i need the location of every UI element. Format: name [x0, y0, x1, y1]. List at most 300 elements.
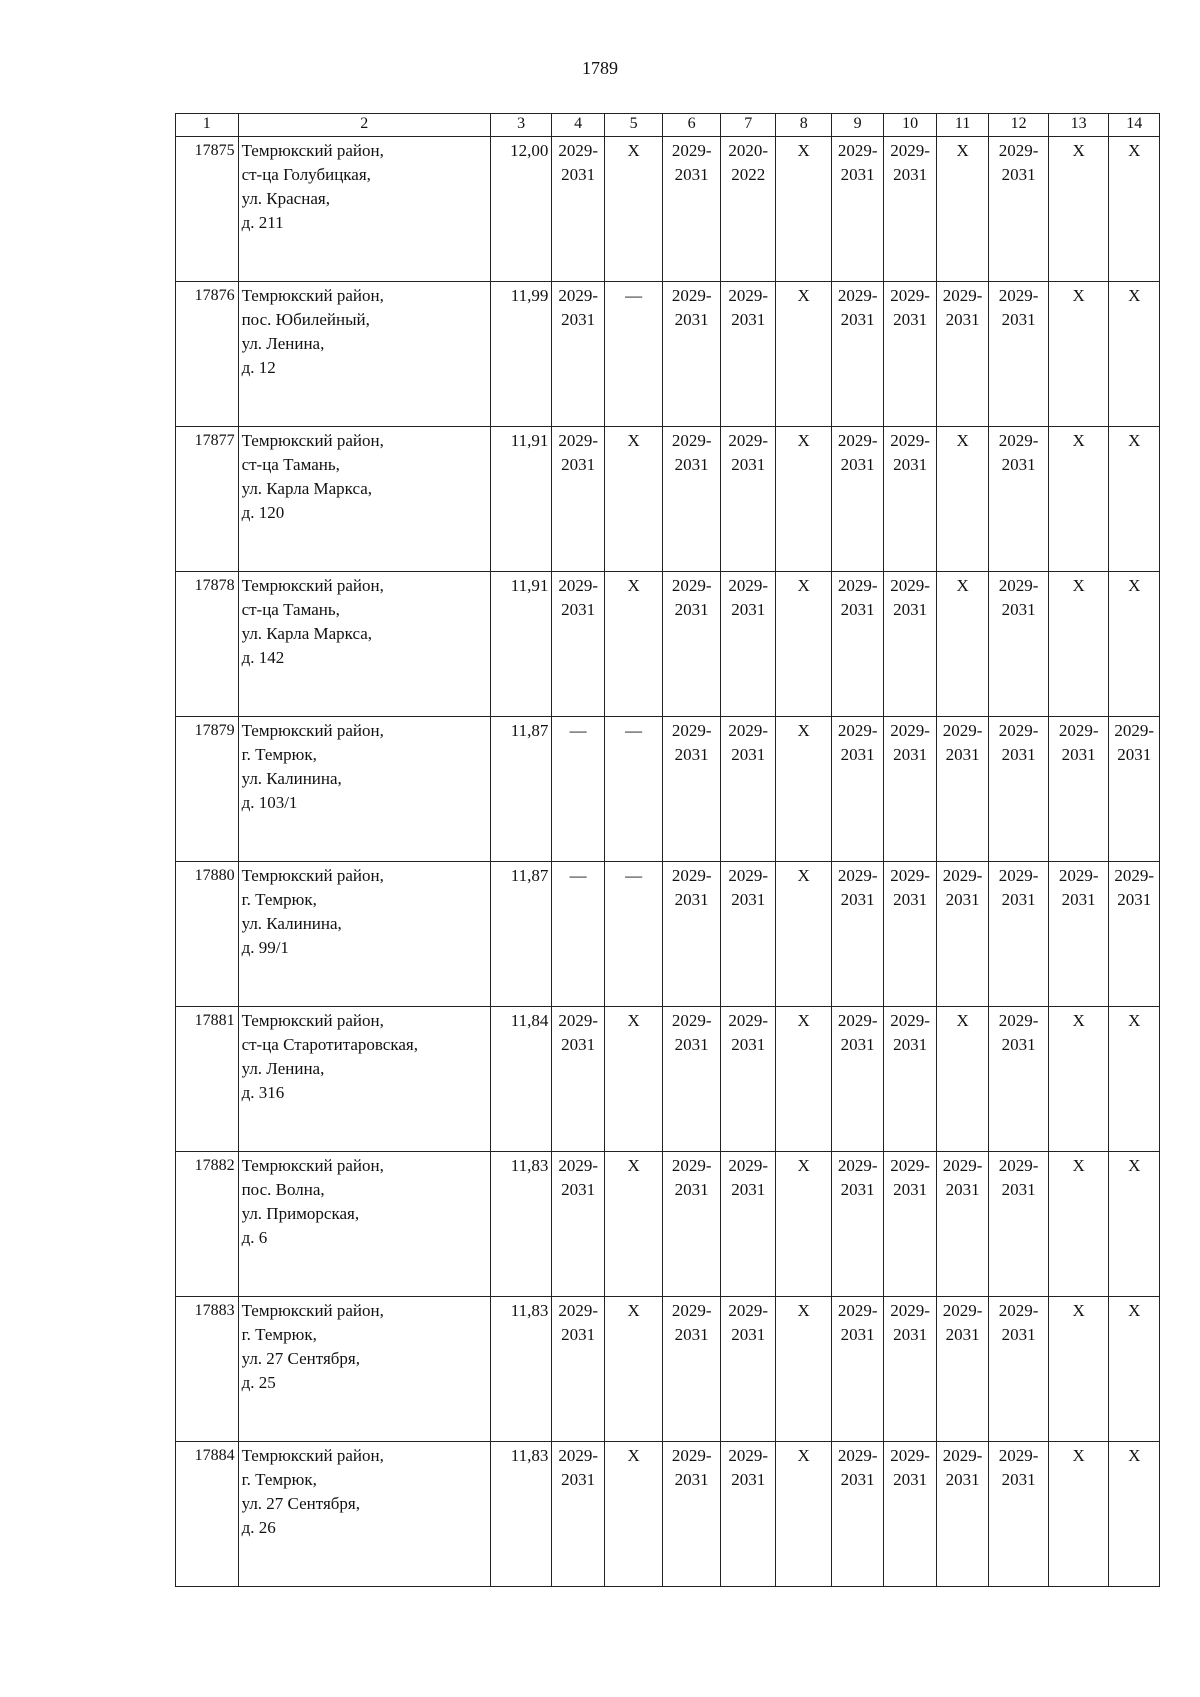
- address-line: пос. Волна,: [241, 1180, 325, 1199]
- period-cell-col-13: [1048, 862, 1109, 1007]
- period-cell-col-14: [1109, 572, 1160, 717]
- period-cell-col-12: [989, 1007, 1049, 1152]
- period-cell-col-11: [936, 1442, 988, 1587]
- period-cell-col-10: [884, 1152, 936, 1297]
- period-cell-col-9: [831, 572, 883, 717]
- row-number: 17876: [176, 282, 239, 427]
- column-header-5: 5: [604, 114, 663, 137]
- period-text: 2031: [893, 1325, 928, 1344]
- value-cell: 11,83: [490, 1442, 552, 1587]
- period-text: 2029-: [558, 431, 598, 450]
- period-text: 2031: [561, 1035, 596, 1054]
- period-text: 2031: [561, 600, 596, 619]
- address-cell: [238, 862, 490, 1007]
- period-cell-col-4: [552, 862, 604, 1007]
- period-text: 2029-: [837, 866, 878, 885]
- period-cell-col-14: [1109, 1297, 1160, 1442]
- period-text: 2031: [674, 600, 709, 619]
- address-line: ул. Карла Маркса,: [241, 624, 373, 643]
- column-header-4: 4: [552, 114, 604, 137]
- period-text: 2031: [561, 1325, 596, 1344]
- period-cell-col-11: [936, 1297, 988, 1442]
- period-cell-col-6: [663, 1152, 721, 1297]
- address-line: Темрюкский район,: [241, 286, 384, 305]
- period-text: 2031: [731, 890, 766, 909]
- table-row: [176, 717, 1160, 862]
- period-text: 2031: [1001, 745, 1036, 764]
- column-header-2: 2: [238, 114, 490, 137]
- address-line: ст-ца Старотитаровская,: [241, 1035, 418, 1054]
- period-cell-col-10: [884, 1442, 936, 1587]
- period-text: 2029-: [558, 1011, 598, 1030]
- period-text: X: [797, 1301, 810, 1320]
- period-text: 2031: [945, 1180, 980, 1199]
- column-header-6: 6: [663, 114, 721, 137]
- period-cell-col-6: [663, 1007, 721, 1152]
- address-line: пос. Юбилейный,: [241, 310, 370, 329]
- period-cell-col-7: [720, 1152, 776, 1297]
- period-text: X: [956, 576, 969, 595]
- period-cell-col-7: [720, 282, 776, 427]
- period-cell-col-9: [831, 137, 883, 282]
- column-header-1: 1: [176, 114, 239, 137]
- period-text: X: [1072, 1011, 1085, 1030]
- period-cell-col-13: [1048, 572, 1109, 717]
- period-text: 2029-: [890, 286, 930, 305]
- period-text: X: [797, 1011, 810, 1030]
- address-cell: [238, 1297, 490, 1442]
- period-text: 2031: [674, 1325, 709, 1344]
- period-cell-col-8: [776, 1442, 832, 1587]
- period-cell-col-10: [884, 1297, 936, 1442]
- period-text: 2031: [1001, 600, 1036, 619]
- address-line: д. 120: [241, 503, 285, 522]
- period-text: 2029-: [837, 141, 878, 160]
- period-text: 2031: [893, 600, 928, 619]
- period-text: 2031: [945, 310, 980, 329]
- period-cell-col-12: [989, 1442, 1049, 1587]
- period-cell-col-11: [936, 137, 988, 282]
- period-text: 2031: [840, 165, 875, 184]
- address-line: д. 99/1: [241, 938, 289, 957]
- period-cell-col-8: [776, 1152, 832, 1297]
- address-line: д. 103/1: [241, 793, 298, 812]
- period-text: 2029-: [890, 1301, 930, 1320]
- period-cell-col-13: [1048, 282, 1109, 427]
- period-cell-col-7: [720, 1442, 776, 1587]
- period-cell-col-11: [936, 717, 988, 862]
- address-line: г. Темрюк,: [241, 1470, 317, 1489]
- period-text: 2029-: [998, 1446, 1039, 1465]
- address-line: ст-ца Тамань,: [241, 455, 340, 474]
- period-text: 2029-: [671, 431, 712, 450]
- period-cell-col-7: [720, 427, 776, 572]
- address-line: ст-ца Голубицкая,: [241, 165, 371, 184]
- period-cell-col-14: [1109, 282, 1160, 427]
- period-text: 2031: [561, 1470, 596, 1489]
- column-header-7: 7: [720, 114, 776, 137]
- period-cell-col-12: [989, 427, 1049, 572]
- table-row: [176, 1442, 1160, 1587]
- period-text: 2031: [945, 745, 980, 764]
- period-text: 2029-: [837, 1011, 878, 1030]
- period-cell-col-5: [604, 1442, 663, 1587]
- address-cell: [238, 717, 490, 862]
- period-cell-col-8: [776, 862, 832, 1007]
- period-cell-col-11: [936, 282, 988, 427]
- address-line: ул. Карла Маркса,: [241, 479, 373, 498]
- period-text: 2031: [731, 1035, 766, 1054]
- period-text: 2031: [1001, 1470, 1036, 1489]
- period-text: 2031: [840, 745, 875, 764]
- period-text: 2029-: [942, 1301, 983, 1320]
- period-text: X: [1128, 1156, 1141, 1175]
- period-cell-col-10: [884, 282, 936, 427]
- period-cell-col-13: [1048, 1297, 1109, 1442]
- address-line: Темрюкский район,: [241, 141, 384, 160]
- period-cell-col-9: [831, 1152, 883, 1297]
- value-cell: 11,83: [490, 1152, 552, 1297]
- period-text: 2031: [1001, 1180, 1036, 1199]
- address-line: ст-ца Тамань,: [241, 600, 340, 619]
- period-text: 2029-: [998, 721, 1039, 740]
- period-cell-col-6: [663, 282, 721, 427]
- period-cell-col-12: [989, 1297, 1049, 1442]
- period-text: 2029-: [998, 576, 1039, 595]
- period-text: 2031: [840, 1035, 875, 1054]
- period-text: X: [797, 1156, 810, 1175]
- column-header-3: 3: [490, 114, 552, 137]
- period-cell-col-6: [663, 862, 721, 1007]
- address-line: Темрюкский район,: [241, 866, 384, 885]
- period-text: X: [627, 141, 640, 160]
- header-row: [176, 114, 1160, 137]
- period-cell-col-12: [989, 862, 1049, 1007]
- row-number: 17877: [176, 427, 239, 572]
- period-cell-col-9: [831, 1007, 883, 1152]
- period-text: X: [627, 1446, 640, 1465]
- period-text: 2029-: [558, 141, 598, 160]
- row-number: 17881: [176, 1007, 239, 1152]
- period-text: 2031: [893, 455, 928, 474]
- period-text: —: [625, 286, 643, 305]
- period-cell-col-9: [831, 1297, 883, 1442]
- period-text: X: [1072, 1446, 1085, 1465]
- period-text: 2029-: [1114, 721, 1155, 740]
- period-text: 2029-: [837, 576, 878, 595]
- period-cell-col-11: [936, 1007, 988, 1152]
- period-cell-col-13: [1048, 137, 1109, 282]
- period-text: 2029-: [998, 431, 1039, 450]
- value-cell: 11,87: [490, 717, 552, 862]
- row-number: 17879: [176, 717, 239, 862]
- period-cell-col-6: [663, 717, 721, 862]
- period-text: 2029-: [728, 576, 769, 595]
- period-text: X: [1128, 1446, 1141, 1465]
- period-cell-col-8: [776, 427, 832, 572]
- period-text: —: [625, 721, 643, 740]
- period-cell-col-10: [884, 717, 936, 862]
- column-header-8: 8: [776, 114, 832, 137]
- period-text: 2031: [1001, 890, 1036, 909]
- value-cell: 11,87: [490, 862, 552, 1007]
- table-row: [176, 282, 1160, 427]
- period-text: 2029-: [942, 1446, 983, 1465]
- period-text: X: [627, 1156, 640, 1175]
- period-cell-col-13: [1048, 1007, 1109, 1152]
- period-text: X: [797, 866, 810, 885]
- period-text: 2029-: [671, 1446, 712, 1465]
- period-text: 2029-: [728, 1301, 769, 1320]
- period-text: 2029-: [671, 1301, 712, 1320]
- address-cell: [238, 137, 490, 282]
- period-text: 2029-: [728, 1156, 769, 1175]
- period-cell-col-14: [1109, 1152, 1160, 1297]
- period-text: 2029-: [890, 576, 930, 595]
- period-text: X: [1128, 1011, 1141, 1030]
- period-text: 2031: [840, 890, 875, 909]
- period-text: X: [1072, 1301, 1085, 1320]
- period-text: 2031: [893, 890, 928, 909]
- period-text: X: [627, 576, 640, 595]
- period-text: 2029-: [837, 721, 878, 740]
- address-line: ул. 27 Сентября,: [241, 1494, 360, 1513]
- period-text: 2031: [840, 1470, 875, 1489]
- period-cell-col-8: [776, 137, 832, 282]
- period-text: 2029-: [1058, 866, 1099, 885]
- period-text: 2029-: [890, 141, 930, 160]
- period-text: 2031: [1001, 1035, 1036, 1054]
- period-text: 2031: [1061, 745, 1096, 764]
- period-cell-col-4: [552, 717, 604, 862]
- address-line: ул. 27 Сентября,: [241, 1349, 360, 1368]
- address-line: г. Темрюк,: [241, 890, 317, 909]
- period-text: 2031: [893, 745, 928, 764]
- period-text: 2029-: [998, 286, 1039, 305]
- period-text: 2029-: [671, 1156, 712, 1175]
- period-cell-col-4: [552, 572, 604, 717]
- row-number: 17883: [176, 1297, 239, 1442]
- period-text: 2031: [840, 455, 875, 474]
- address-line: Темрюкский район,: [241, 431, 384, 450]
- period-cell-col-12: [989, 282, 1049, 427]
- period-cell-col-5: [604, 427, 663, 572]
- period-text: 2029-: [942, 286, 983, 305]
- period-text: 2031: [840, 1325, 875, 1344]
- address-cell: [238, 572, 490, 717]
- period-cell-col-14: [1109, 717, 1160, 862]
- row-number: 17884: [176, 1442, 239, 1587]
- address-line: Темрюкский район,: [241, 1011, 384, 1030]
- period-cell-col-8: [776, 282, 832, 427]
- period-text: X: [956, 141, 969, 160]
- period-cell-col-13: [1048, 1442, 1109, 1587]
- period-cell-col-8: [776, 572, 832, 717]
- column-header-12: 12: [989, 114, 1049, 137]
- period-cell-col-6: [663, 1297, 721, 1442]
- period-text: 2031: [674, 455, 709, 474]
- period-cell-col-9: [831, 717, 883, 862]
- period-cell-col-5: [604, 1297, 663, 1442]
- address-line: д. 316: [241, 1083, 285, 1102]
- period-text: 2029-: [728, 721, 769, 740]
- column-header-9: 9: [831, 114, 883, 137]
- period-text: 2031: [893, 1470, 928, 1489]
- value-cell: 11,91: [490, 427, 552, 572]
- period-text: 2031: [731, 1325, 766, 1344]
- period-cell-col-4: [552, 1297, 604, 1442]
- period-text: 2029-: [942, 1156, 983, 1175]
- table-body: [176, 137, 1160, 1587]
- period-cell-col-6: [663, 427, 721, 572]
- period-cell-col-10: [884, 427, 936, 572]
- table-row: [176, 572, 1160, 717]
- period-cell-col-10: [884, 862, 936, 1007]
- period-text: X: [627, 431, 640, 450]
- period-text: 2031: [1001, 310, 1036, 329]
- period-cell-col-9: [831, 1442, 883, 1587]
- period-cell-col-12: [989, 717, 1049, 862]
- address-line: ул. Калинина,: [241, 769, 342, 788]
- period-text: 2031: [893, 310, 928, 329]
- period-text: 2029-: [890, 721, 930, 740]
- period-text: 2029-: [890, 431, 930, 450]
- period-cell-col-12: [989, 572, 1049, 717]
- period-cell-col-11: [936, 572, 988, 717]
- address-line: Темрюкский район,: [241, 576, 384, 595]
- period-text: X: [1128, 431, 1141, 450]
- row-number: 17878: [176, 572, 239, 717]
- period-text: 2029-: [728, 1446, 769, 1465]
- period-text: 2029-: [837, 286, 878, 305]
- value-cell: 11,99: [490, 282, 552, 427]
- period-cell-col-9: [831, 862, 883, 1007]
- address-cell: [238, 1007, 490, 1152]
- column-header-11: 11: [936, 114, 988, 137]
- period-cell-col-5: [604, 1152, 663, 1297]
- period-text: 2029-: [837, 431, 878, 450]
- period-text: 2029-: [728, 866, 769, 885]
- period-text: 2029-: [671, 866, 712, 885]
- period-text: 2029-: [558, 1301, 598, 1320]
- address-line: г. Темрюк,: [241, 1325, 317, 1344]
- period-text: 2031: [1117, 745, 1152, 764]
- period-cell-col-10: [884, 572, 936, 717]
- period-cell-col-9: [831, 282, 883, 427]
- address-line: Темрюкский район,: [241, 721, 384, 740]
- period-text: 2031: [561, 1180, 596, 1199]
- period-text: 2031: [1001, 455, 1036, 474]
- period-text: X: [1072, 431, 1085, 450]
- table-row: [176, 137, 1160, 282]
- period-text: 2031: [674, 310, 709, 329]
- period-text: —: [569, 721, 587, 740]
- period-cell-col-13: [1048, 427, 1109, 572]
- period-text: 2029-: [558, 286, 598, 305]
- period-text: 2031: [731, 310, 766, 329]
- period-text: 2029-: [837, 1301, 878, 1320]
- period-cell-col-11: [936, 1152, 988, 1297]
- table-row: [176, 1007, 1160, 1152]
- address-line: ул. Красная,: [241, 189, 330, 208]
- address-line: Темрюкский район,: [241, 1156, 384, 1175]
- period-text: 2029-: [671, 141, 712, 160]
- period-cell-col-10: [884, 1007, 936, 1152]
- period-text: 2031: [561, 455, 596, 474]
- period-cell-col-7: [720, 1297, 776, 1442]
- period-text: X: [797, 286, 810, 305]
- column-header-13: 13: [1048, 114, 1109, 137]
- period-text: 2031: [674, 1035, 709, 1054]
- address-cell: [238, 282, 490, 427]
- address-line: д. 211: [241, 213, 284, 232]
- period-cell-col-9: [831, 427, 883, 572]
- address-line: д. 26: [241, 1518, 276, 1537]
- period-text: 2031: [674, 165, 709, 184]
- period-cell-col-4: [552, 282, 604, 427]
- period-text: 2029-: [890, 1011, 930, 1030]
- period-text: —: [569, 866, 587, 885]
- period-text: 2029-: [728, 1011, 769, 1030]
- period-text: 2029-: [890, 1446, 930, 1465]
- period-text: 2031: [1061, 890, 1096, 909]
- period-text: X: [797, 1446, 810, 1465]
- address-line: д. 6: [241, 1228, 268, 1247]
- period-text: 2029-: [671, 576, 712, 595]
- period-cell-col-5: [604, 282, 663, 427]
- period-text: 2029-: [728, 431, 769, 450]
- period-text: 2031: [893, 1180, 928, 1199]
- period-cell-col-7: [720, 572, 776, 717]
- period-cell-col-13: [1048, 717, 1109, 862]
- period-text: 2029-: [998, 1301, 1039, 1320]
- address-line: д. 12: [241, 358, 276, 377]
- period-text: 2031: [945, 1470, 980, 1489]
- period-text: 2031: [731, 1470, 766, 1489]
- period-text: X: [797, 431, 810, 450]
- period-text: 2029-: [837, 1156, 878, 1175]
- column-header-14: 14: [1109, 114, 1160, 137]
- period-text: 2029-: [998, 1011, 1039, 1030]
- period-text: 2031: [674, 1180, 709, 1199]
- period-text: 2031: [840, 310, 875, 329]
- period-text: X: [627, 1301, 640, 1320]
- period-text: X: [1128, 1301, 1141, 1320]
- period-text: 2029-: [1114, 866, 1155, 885]
- period-text: 2031: [1001, 1325, 1036, 1344]
- period-text: 2031: [1001, 165, 1036, 184]
- address-line: д. 142: [241, 648, 285, 667]
- period-cell-col-4: [552, 1442, 604, 1587]
- table-row: [176, 1152, 1160, 1297]
- period-text: 2031: [840, 600, 875, 619]
- period-cell-col-11: [936, 427, 988, 572]
- period-text: 2022: [731, 165, 766, 184]
- period-cell-col-14: [1109, 1442, 1160, 1587]
- period-text: 2031: [674, 1470, 709, 1489]
- period-text: 2029-: [998, 866, 1039, 885]
- period-cell-col-4: [552, 137, 604, 282]
- period-text: 2029-: [998, 141, 1039, 160]
- period-text: X: [956, 431, 969, 450]
- period-cell-col-11: [936, 862, 988, 1007]
- period-cell-col-13: [1048, 1152, 1109, 1297]
- period-cell-col-6: [663, 572, 721, 717]
- period-text: 2031: [731, 745, 766, 764]
- period-text: 2029-: [998, 1156, 1039, 1175]
- column-header-10: 10: [884, 114, 936, 137]
- period-cell-col-7: [720, 717, 776, 862]
